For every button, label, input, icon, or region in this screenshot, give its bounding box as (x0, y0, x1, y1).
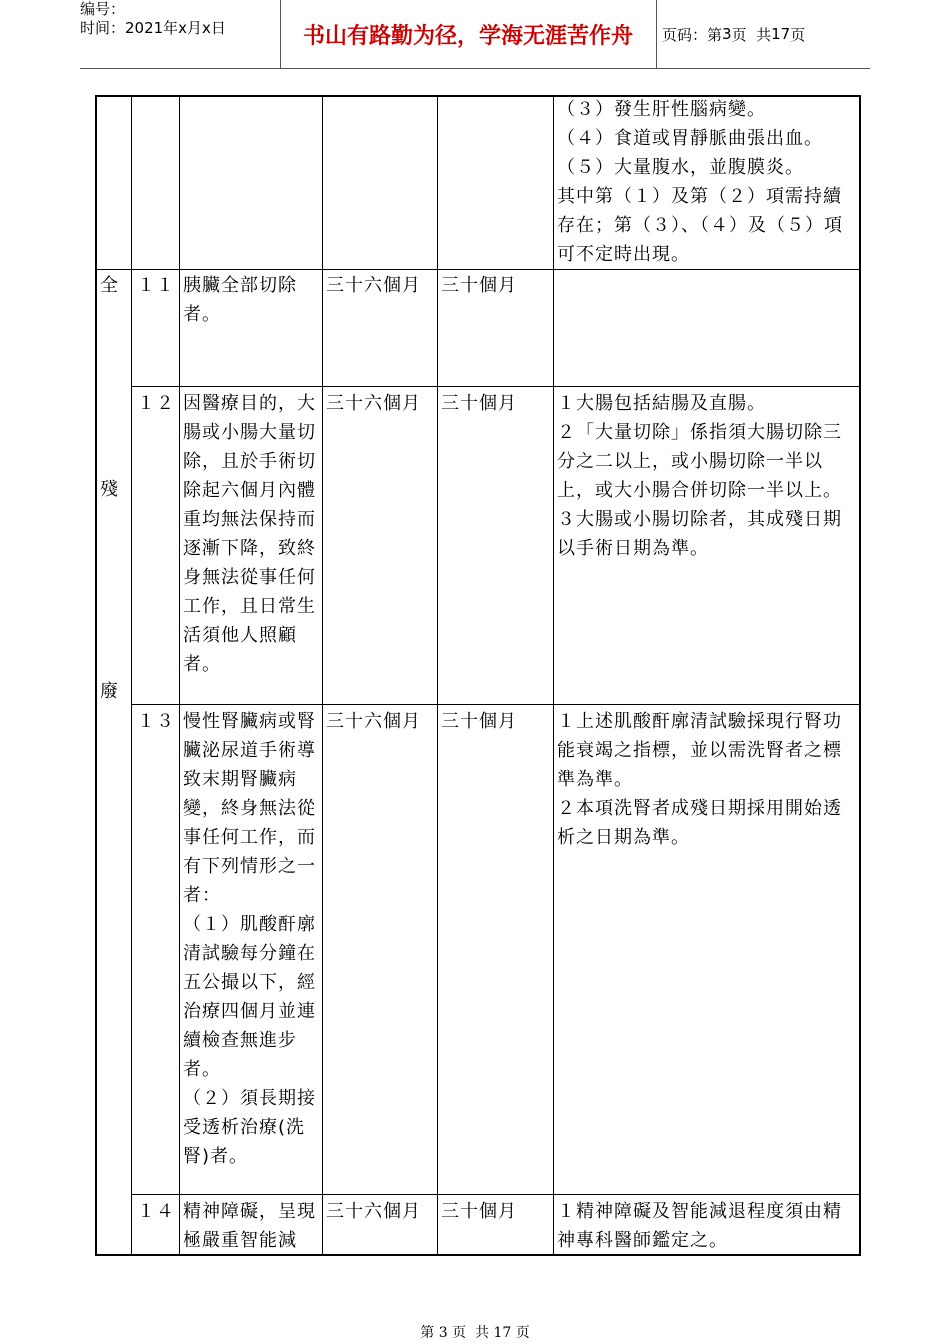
description-text: 胰臟全部切除者。 (183, 275, 297, 325)
note-line: ３大腸或小腸切除者，其成殘日期以手術日期為準。 (557, 509, 842, 559)
item-number: １４ (137, 1201, 175, 1222)
note-line: （４）食道或胃靜脈曲張出血。 (557, 128, 823, 149)
item-notes (557, 1197, 847, 1255)
footer-page-number: 3 (438, 1325, 448, 1341)
disability-table (95, 95, 861, 1256)
item-description (183, 707, 319, 1171)
waiting-period-1: 三十六個月 (326, 711, 421, 732)
category-label-bottom: 廢 (100, 681, 118, 702)
note-line: （５）大量腹水，並腹膜炎。 (557, 157, 804, 178)
description-text: （１）肌酸酐廓清試驗每分鐘在五公撮以下，經治療四個月並連續檢查無進步者。 (183, 914, 316, 1080)
note-line: １上述肌酸酐廓清試驗採現行腎功能衰竭之指標，並以需洗腎者之標準為準。 (557, 711, 842, 790)
footer-total: 17 (493, 1325, 512, 1341)
item-number: １２ (137, 393, 175, 414)
note-line: ２「大量切除」係指須大腸切除三分之二以上，或小腸切除一半以上，或大小腸合併切除一半以上。 (557, 422, 842, 501)
description-text: 精神障礙，呈現極嚴重智能減 (183, 1201, 316, 1251)
row-line (95, 269, 861, 270)
page-number: 3 (722, 25, 732, 43)
item-number: １３ (137, 711, 175, 732)
waiting-period-2: 三十個月 (441, 1201, 517, 1222)
waiting-period-1: 三十六個月 (326, 275, 421, 296)
date-label: 时间：2021年x月x日 (80, 19, 226, 37)
description-text: 慢性腎臟病或腎臟泌尿道手術導致末期腎臟病變，終身無法從事任何工作，而有下列情形之一者： (183, 711, 316, 906)
page-label: 页码：第 (662, 25, 723, 44)
footer-prefix: 第 (420, 1325, 435, 1341)
page-total: 17 (771, 25, 791, 43)
row-line (131, 704, 861, 705)
description-text: 因醫療目的，大腸或小腸大量切除，且於手術切除起六個月內體重均無法保持而逐漸下降，致終身無法從事任何工作，且日常生活須他人照顧者。 (183, 393, 316, 675)
header-divider (280, 0, 281, 68)
header-motto: 书山有路勤为径，学海无涯苦作舟 (302, 23, 633, 49)
waiting-period-1: 三十六個月 (326, 1201, 421, 1222)
category-label-mid: 殘 (100, 479, 118, 500)
note-line: １精神障礙及智能減退程度須由精神專科醫師鑑定之。 (557, 1201, 842, 1251)
item-description (183, 1197, 319, 1255)
header-divider (656, 0, 657, 68)
footer-mid: 页 共 (452, 1325, 489, 1341)
note-line: 其中第（１）及第（２）項需持續存在；第（３）、（４）及（５）項可不定時出現。 (557, 186, 843, 265)
code-label: 编号： (80, 0, 126, 18)
note-line: （３）發生肝性腦病變。 (557, 99, 766, 120)
note-line: ２本項洗腎者成殘日期採用開始透析之日期為準。 (557, 798, 842, 848)
note-line: １大腸包括結腸及直腸。 (557, 393, 766, 414)
header-info (80, 0, 280, 68)
page-footer (0, 1322, 950, 1342)
page-mid: 页 共 (731, 25, 772, 44)
item-notes (557, 389, 847, 563)
waiting-period-2: 三十個月 (441, 711, 517, 732)
waiting-period-2: 三十個月 (441, 393, 517, 414)
page-header (80, 0, 870, 69)
waiting-period-2: 三十個月 (441, 275, 517, 296)
waiting-period-1: 三十六個月 (326, 393, 421, 414)
continued-notes (557, 95, 847, 269)
header-page-info (662, 0, 868, 68)
description-text: （２）須長期接受透析治療(洗腎)者。 (183, 1088, 316, 1167)
footer-suffix: 页 (515, 1325, 530, 1341)
item-notes (557, 707, 847, 852)
item-number: １１ (137, 275, 175, 296)
row-line (131, 1194, 861, 1195)
page-end: 页 (790, 25, 806, 44)
item-description (183, 389, 319, 679)
item-description (183, 271, 319, 329)
category-label-top: 全 (100, 275, 118, 296)
row-line (131, 386, 861, 387)
